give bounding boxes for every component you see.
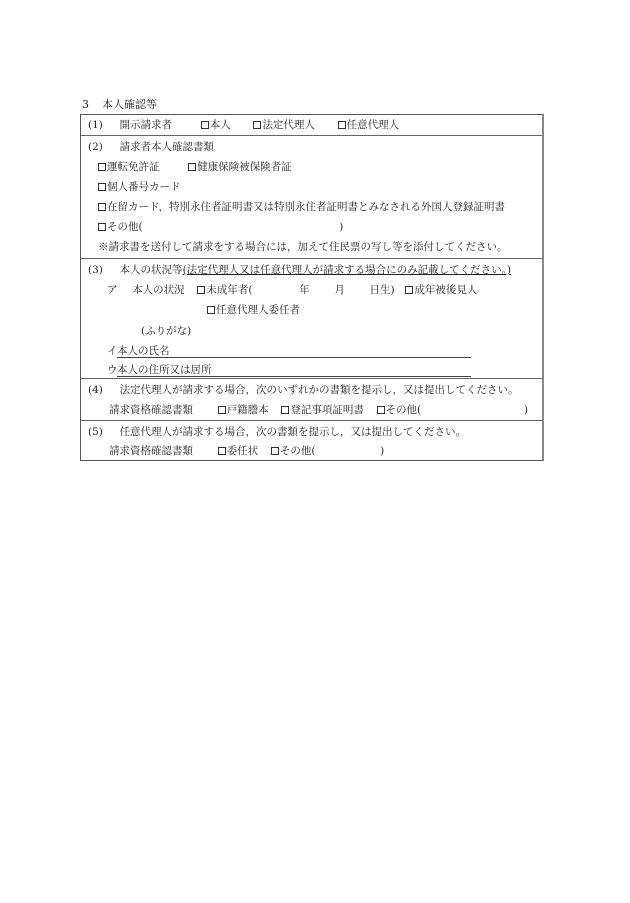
row-voluntary-agent-docs: (5) 任意代理人が請求する場合，次の書類を提示し，又は提出してください。 請求資格確認書類 委任状 その他( ) bbox=[88, 426, 467, 457]
section-title: 本人確認等 bbox=[102, 98, 157, 111]
status-label: 本人の状況 bbox=[132, 284, 185, 296]
checkbox-self[interactable]: 本人 bbox=[201, 118, 231, 132]
checkbox-other-legal-doc[interactable]: その他( bbox=[377, 403, 422, 417]
checkbox-icon[interactable] bbox=[405, 286, 413, 294]
item-mark-i: イ bbox=[107, 345, 118, 357]
checkbox-adult-ward[interactable]: 成年被後見人 bbox=[405, 283, 477, 297]
checkbox-icon[interactable] bbox=[201, 121, 209, 129]
checkbox-legal-representative[interactable]: 法定代理人 bbox=[253, 118, 315, 132]
furigana-label: (ふりがな) bbox=[141, 325, 192, 337]
checkbox-minor[interactable]: 未成年者( bbox=[197, 283, 252, 297]
legal-representative-instruction: 法定代理人が請求する場合，次のいずれかの書類を提示し，又は提出してください。 bbox=[119, 384, 519, 396]
checkbox-registry-certificate[interactable]: 登記事項証明書 bbox=[281, 403, 364, 417]
checkbox-icon[interactable] bbox=[218, 447, 226, 455]
qualification-docs-label: 請求資格確認書類 bbox=[109, 404, 193, 416]
checkbox-proxy-delegator[interactable]: 任意代理人委任者 bbox=[207, 303, 300, 317]
checkbox-health-insurance[interactable]: 健康保険被保険者証 bbox=[188, 160, 292, 174]
qualification-docs-label: 請求資格確認書類 bbox=[109, 445, 193, 457]
checkbox-icon[interactable] bbox=[281, 406, 289, 414]
checkbox-power-of-attorney[interactable]: 委任状 bbox=[218, 444, 259, 458]
checkbox-icon[interactable] bbox=[338, 121, 346, 129]
row-person-status: (3) 本人の状況等(法定代理人又は任意代理人が請求する場合にのみ記載してください。) ア 本人の状況 未成年者( 年 月 日生) 成年被後見人 任意代理人委任者 (ふりがな) イ 本人の氏名 ウ 本人の住所又は居所 bbox=[81, 259, 542, 379]
person-address-input[interactable] bbox=[117, 376, 471, 377]
row-legal-representative-docs: (4) 法定代理人が請求する場合，次のいずれかの書類を提示し，又は提出してください。 請求資格確認書類 戸籍謄本 登記事項証明書 その他( ) bbox=[81, 379, 542, 421]
checkbox-icon[interactable] bbox=[377, 406, 385, 414]
requester-label: 開示請求者 bbox=[119, 119, 173, 131]
voluntary-agent-instruction: 任意代理人が請求する場合，次の書類を提示し，又は提出してください。 bbox=[119, 426, 467, 438]
item-mark-u: ウ bbox=[107, 364, 118, 376]
checkbox-my-number-card[interactable]: 個人番号カード bbox=[98, 180, 181, 194]
person-status-note: (法定代理人又は任意代理人が請求する場合にのみ記載してください。) bbox=[182, 264, 512, 276]
checkbox-drivers-license[interactable]: 運転免許証 bbox=[98, 160, 160, 174]
person-name-input[interactable] bbox=[117, 357, 471, 358]
row-requester bbox=[81, 115, 542, 136]
row-number: (2) bbox=[88, 141, 103, 153]
row-id-documents: (2) 請求者本人確認書類 運転免許証 健康保険被保険者証 個人番号カード 在留カード，特別永住者証明書又は特別永住者証明書とみなされる外国人登録証明書 その他( ) ※請求書を送付して請求をする場合には，加えて住民票の写し等を添付してください。 bbox=[81, 136, 542, 259]
mail-request-note: ※請求書を送付して請求をする場合には，加えて住民票の写し等を添付してください。 bbox=[98, 241, 508, 253]
checkbox-icon[interactable] bbox=[188, 163, 196, 171]
checkbox-icon[interactable] bbox=[98, 183, 106, 191]
checkbox-icon[interactable] bbox=[218, 406, 226, 414]
row-number: (4) bbox=[88, 384, 103, 396]
checkbox-other-agent-doc[interactable]: その他( bbox=[271, 444, 316, 458]
row-number: (3) bbox=[88, 264, 103, 276]
checkbox-voluntary-agent[interactable]: 任意代理人 bbox=[338, 118, 400, 132]
checkbox-icon[interactable] bbox=[271, 447, 279, 455]
checkbox-other-id[interactable]: その他( bbox=[98, 220, 143, 234]
person-name-label: 本人の氏名 bbox=[117, 345, 170, 357]
checkbox-icon[interactable] bbox=[98, 223, 106, 231]
item-mark-a: ア bbox=[107, 284, 118, 296]
checkbox-icon[interactable] bbox=[197, 286, 205, 294]
checkbox-family-register[interactable]: 戸籍謄本 bbox=[218, 403, 269, 417]
checkbox-residence-card[interactable]: 在留カード，特別永住者証明書又は特別永住者証明書とみなされる外国人登録証明書 bbox=[98, 200, 505, 214]
id-documents-label: 請求者本人確認書類 bbox=[119, 141, 215, 153]
row-number: (5) bbox=[88, 426, 103, 438]
row-number: (1) bbox=[88, 119, 103, 131]
section-heading bbox=[82, 96, 157, 112]
person-status-label: 本人の状況等 bbox=[119, 264, 183, 276]
checkbox-icon[interactable] bbox=[98, 203, 106, 211]
section-number: 3 bbox=[82, 98, 89, 111]
checkbox-icon[interactable] bbox=[207, 306, 215, 314]
checkbox-icon[interactable] bbox=[98, 163, 106, 171]
checkbox-icon[interactable] bbox=[253, 121, 261, 129]
identity-verification-table bbox=[80, 114, 544, 461]
person-address-label: 本人の住所又は居所 bbox=[117, 364, 212, 376]
